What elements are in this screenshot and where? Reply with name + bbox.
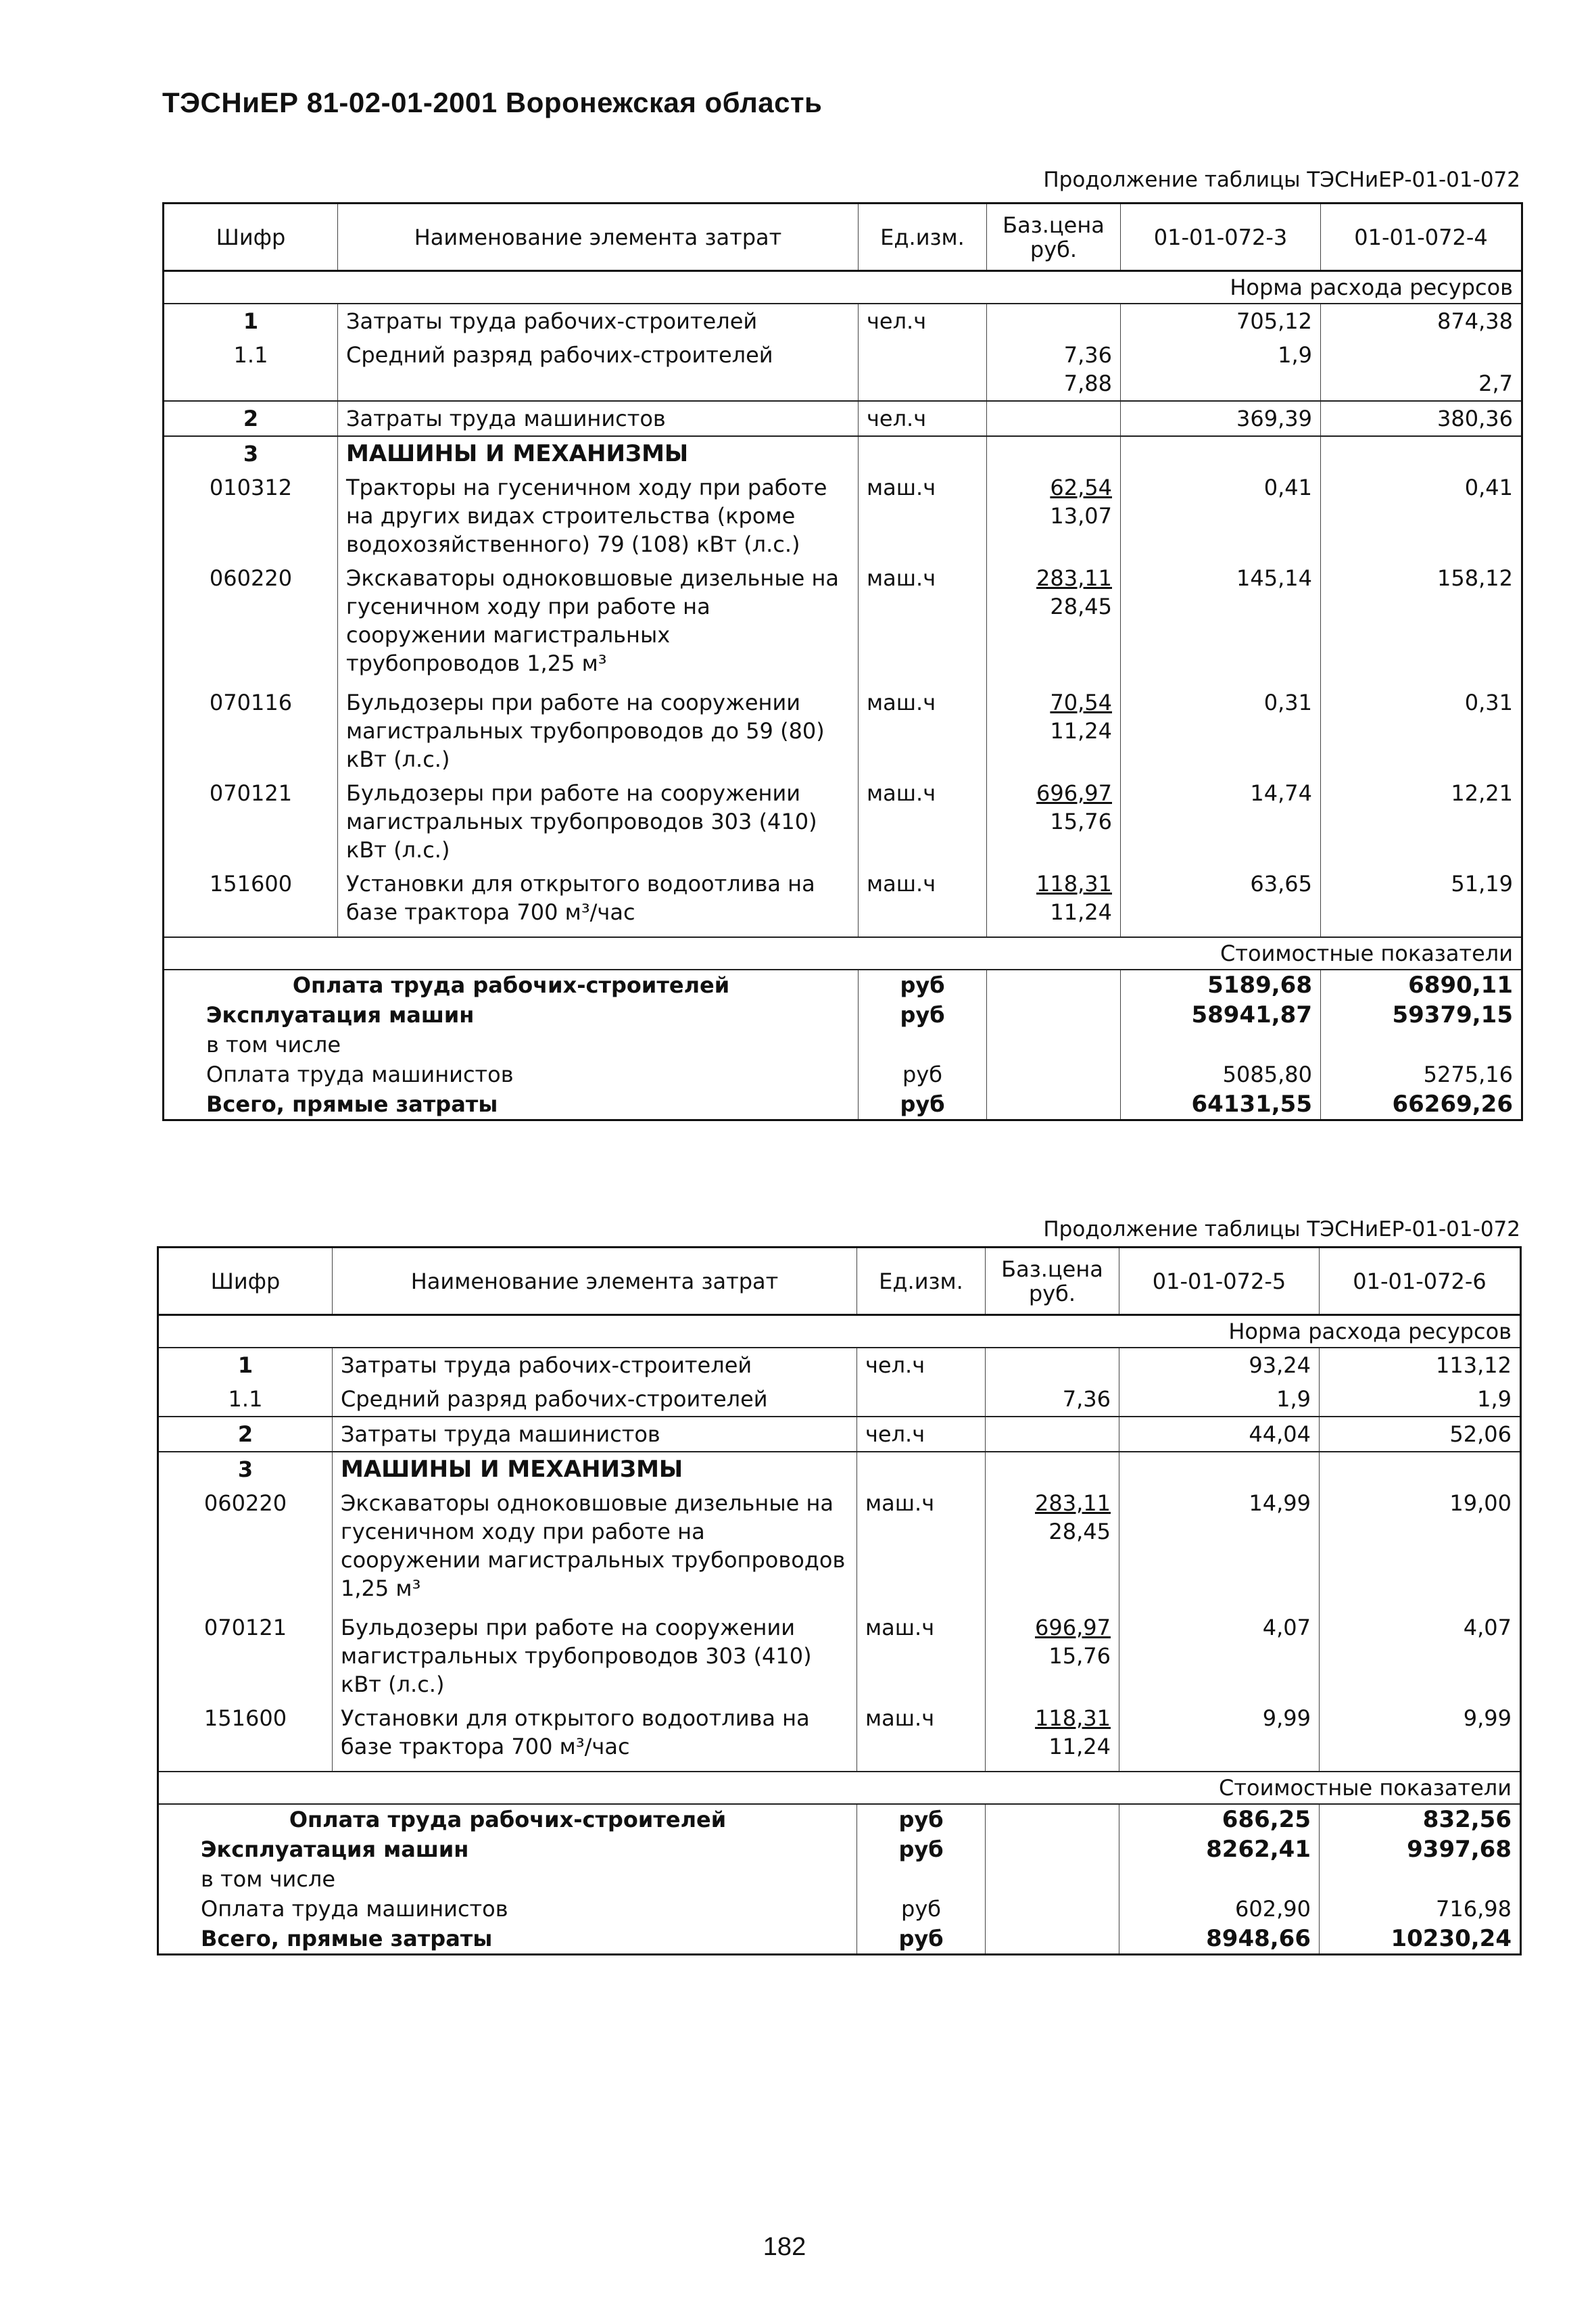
- row-price: 62,54: [1050, 475, 1112, 500]
- row-price-sub: 15,76: [1050, 809, 1112, 834]
- table-row: [164, 401, 1522, 436]
- row-code: 010312: [209, 475, 293, 500]
- header-name: Наименование элемента затрат: [338, 204, 859, 271]
- row-price: 7,36: [986, 1382, 1119, 1417]
- row-value-a: 369,39: [1121, 401, 1321, 436]
- machines-section-row: [158, 1452, 1521, 1486]
- row-unit: маш.ч: [859, 686, 987, 776]
- cost-value-a: 602,90: [1119, 1894, 1320, 1924]
- norm-section-row: [164, 271, 1522, 304]
- table-row: [164, 867, 1522, 937]
- row-code: 1: [237, 1352, 254, 1378]
- page-number: 182: [763, 2233, 806, 2261]
- table-row: [158, 1348, 1521, 1382]
- norm-section-label: Норма расхода ресурсов: [158, 1315, 1521, 1348]
- norm-section-label: Норма расхода ресурсов: [164, 271, 1522, 304]
- cost-unit: руб: [857, 1804, 986, 1834]
- cost-value-b: 66269,26: [1321, 1089, 1522, 1120]
- header-unit: Ед.изм.: [857, 1248, 986, 1315]
- cost-row: [164, 1060, 1522, 1089]
- row-value-b: 2,7: [1478, 371, 1513, 396]
- cost-label: Всего, прямые затраты: [206, 1091, 498, 1117]
- row-name: Бульдозеры при работе на сооружении магистральных трубопроводов 303 (410) кВт (л.с.): [333, 1611, 857, 1701]
- row-value-b: 1,9: [1320, 1382, 1521, 1417]
- cost-label: Всего, прямые затраты: [201, 1926, 493, 1951]
- row-value-b: 9,99: [1320, 1701, 1521, 1772]
- cost-unit: руб: [857, 1924, 986, 1955]
- row-price-alt: 7,88: [1063, 371, 1112, 396]
- row-unit: чел.ч: [857, 1417, 986, 1452]
- header-unit: Ед.изм.: [859, 204, 987, 271]
- row-name: Затраты труда рабочих-строителей: [338, 304, 859, 338]
- cost-value-b: 716,98: [1320, 1894, 1521, 1924]
- row-unit: маш.ч: [859, 867, 987, 937]
- row-value-a: 14,74: [1121, 776, 1321, 867]
- row-value-b: 51,19: [1321, 867, 1522, 937]
- cost-value-a: 64131,55: [1121, 1089, 1321, 1120]
- row-code: 060220: [203, 1490, 287, 1516]
- cost-unit: руб: [859, 970, 987, 1000]
- row-code: 151600: [209, 871, 293, 897]
- row-code: 2: [164, 401, 338, 436]
- header-price: Баз.цена руб.: [987, 204, 1121, 271]
- row-price-sub: 11,24: [1048, 1734, 1111, 1759]
- row-code: 2: [158, 1417, 333, 1452]
- cost-unit: руб: [859, 1089, 987, 1120]
- row-name: Установки для открытого водоотлива на базе трактора 700 м³/час: [338, 867, 859, 937]
- machines-section-title: МАШИНЫ И МЕХАНИЗМЫ: [338, 436, 859, 471]
- row-name: Затраты труда машинистов: [333, 1417, 857, 1452]
- cost-section-label: Стоимостные показатели: [164, 937, 1522, 970]
- cost-value-b: 5275,16: [1321, 1060, 1522, 1089]
- row-value-b: 52,06: [1320, 1417, 1521, 1452]
- row-value-b: 0,41: [1321, 471, 1522, 561]
- row-price: 696,97: [1035, 1615, 1111, 1640]
- cost-value-a: 5189,68: [1121, 970, 1321, 1000]
- row-price: 696,97: [1036, 780, 1112, 806]
- norm-section-row: [158, 1315, 1521, 1348]
- row-price: 283,11: [1036, 565, 1112, 591]
- header-col-a: 01-01-072-5: [1119, 1248, 1320, 1315]
- row-name: Экскаваторы одноковшовые дизельные на гусеничном ходу при работе на сооружении магистральных трубопроводов 1,25 м³: [333, 1486, 857, 1611]
- cost-including-label: в том числе: [201, 1866, 335, 1892]
- row-name: Затраты труда рабочих-строителей: [333, 1348, 857, 1382]
- row-unit: чел.ч: [859, 304, 987, 338]
- cost-label: Оплата труда машинистов: [201, 1896, 508, 1922]
- cost-row: [164, 1089, 1522, 1120]
- table-row: [164, 471, 1522, 561]
- table-row: [158, 1417, 1521, 1452]
- row-value-a: 1,9: [1121, 338, 1321, 401]
- row-value-b: 113,12: [1320, 1348, 1521, 1382]
- row-code: 1: [243, 308, 259, 334]
- table-continuation-label: Продолжение таблицы ТЭСНиЕР-01-01-072: [1043, 1217, 1520, 1241]
- resource-table-1: [162, 202, 1523, 1121]
- row-value-a: 145,14: [1121, 561, 1321, 686]
- header-code: Шифр: [158, 1248, 333, 1315]
- machines-section-row: [164, 436, 1522, 471]
- table-header-row: [164, 204, 1522, 271]
- row-code: 070116: [209, 690, 293, 715]
- table-row: [164, 338, 1522, 401]
- cost-label: Эксплуатация машин: [206, 1002, 475, 1028]
- row-code: 070121: [203, 1615, 287, 1640]
- row-name: Затраты труда машинистов: [338, 401, 859, 436]
- row-name: Экскаваторы одноковшовые дизельные на гусеничном ходу при работе на сооружении магистральных трубопроводов 1,25 м³: [338, 561, 859, 686]
- table-continuation-label: Продолжение таблицы ТЭСНиЕР-01-01-072: [1043, 168, 1520, 192]
- cost-value-b: 9397,68: [1320, 1834, 1521, 1864]
- cost-unit: руб: [857, 1834, 986, 1864]
- row-name: Средний разряд рабочих-строителей: [333, 1382, 857, 1417]
- header-col-a: 01-01-072-3: [1121, 204, 1321, 271]
- row-name: Бульдозеры при работе на сооружении магистральных трубопроводов до 59 (80) кВт (л.с.): [338, 686, 859, 776]
- row-value-b: 158,12: [1321, 561, 1522, 686]
- row-code: 060220: [209, 565, 293, 591]
- cost-row: [158, 1894, 1521, 1924]
- row-price: 118,31: [1036, 871, 1112, 897]
- row-price: 283,11: [1035, 1490, 1111, 1516]
- row-value-a: 93,24: [1119, 1348, 1320, 1382]
- cost-label: Оплата труда рабочих-строителей: [292, 972, 730, 998]
- cost-section-row: [158, 1772, 1521, 1804]
- row-unit: чел.ч: [859, 401, 987, 436]
- table-row: [158, 1486, 1521, 1611]
- row-code: 1.1: [233, 342, 268, 368]
- row-unit: маш.ч: [859, 776, 987, 867]
- row-value-a: 14,99: [1119, 1486, 1320, 1611]
- row-value-a: 0,41: [1121, 471, 1321, 561]
- header-name: Наименование элемента затрат: [333, 1248, 857, 1315]
- cost-unit: руб: [859, 1000, 987, 1030]
- header-price: Баз.цена руб.: [986, 1248, 1119, 1315]
- cost-section-label: Стоимостные показатели: [158, 1772, 1521, 1804]
- row-price: 118,31: [1035, 1705, 1111, 1731]
- table-row: [164, 776, 1522, 867]
- row-code: 1.1: [228, 1386, 263, 1412]
- cost-row: [164, 1030, 1522, 1060]
- row-name: Бульдозеры при работе на сооружении магистральных трубопроводов 303 (410) кВт (л.с.): [338, 776, 859, 867]
- row-unit: маш.ч: [859, 471, 987, 561]
- row-price-sub: 15,76: [1048, 1643, 1111, 1669]
- cost-value-a: 686,25: [1119, 1804, 1320, 1834]
- row-value-b: 0,31: [1321, 686, 1522, 776]
- cost-value-a: 58941,87: [1121, 1000, 1321, 1030]
- cost-value-b: 10230,24: [1320, 1924, 1521, 1955]
- cost-value-a: 8262,41: [1119, 1834, 1320, 1864]
- row-price-sub: 11,24: [1050, 718, 1112, 744]
- row-code: 070121: [209, 780, 293, 806]
- row-price-sub: 28,45: [1048, 1519, 1111, 1544]
- row-unit: маш.ч: [857, 1701, 986, 1772]
- resource-table-2: [157, 1246, 1522, 1955]
- row-value-a: 705,12: [1121, 304, 1321, 338]
- row-name: Установки для открытого водоотлива на базе трактора 700 м³/час: [333, 1701, 857, 1772]
- row-value-a: 63,65: [1121, 867, 1321, 937]
- cost-row: [164, 1000, 1522, 1030]
- row-value-b: 4,07: [1320, 1611, 1521, 1701]
- row-price: 7,36: [1063, 342, 1112, 368]
- cost-unit: руб: [857, 1894, 986, 1924]
- row-price: 70,54: [1050, 690, 1112, 715]
- cost-value-a: 5085,80: [1121, 1060, 1321, 1089]
- row-value-a: 44,04: [1119, 1417, 1320, 1452]
- cost-label: Эксплуатация машин: [201, 1836, 469, 1862]
- row-value-a: 9,99: [1119, 1701, 1320, 1772]
- row-name: Средний разряд рабочих-строителей: [338, 338, 859, 401]
- cost-row: [158, 1864, 1521, 1894]
- row-code: 3: [164, 436, 338, 471]
- row-unit: маш.ч: [857, 1486, 986, 1611]
- row-value-a: 4,07: [1119, 1611, 1320, 1701]
- table-row: [164, 561, 1522, 686]
- row-value-b: 19,00: [1320, 1486, 1521, 1611]
- header-col-b: 01-01-072-6: [1320, 1248, 1521, 1315]
- row-value-b: 874,38: [1321, 304, 1522, 338]
- row-unit: маш.ч: [859, 561, 987, 686]
- machines-section-title: МАШИНЫ И МЕХАНИЗМЫ: [333, 1452, 857, 1486]
- table-row: [158, 1701, 1521, 1772]
- cost-row: [158, 1834, 1521, 1864]
- row-code: 3: [158, 1452, 333, 1486]
- row-unit: чел.ч: [857, 1348, 986, 1382]
- cost-row: [164, 970, 1522, 1000]
- cost-value-b: 6890,11: [1321, 970, 1522, 1000]
- row-value-b: 380,36: [1321, 401, 1522, 436]
- row-value-a: 0,31: [1121, 686, 1321, 776]
- cost-row: [158, 1804, 1521, 1834]
- table-row: [164, 304, 1522, 338]
- cost-value-b: 59379,15: [1321, 1000, 1522, 1030]
- cost-label: Оплата труда рабочих-строителей: [289, 1807, 727, 1832]
- table-row: [158, 1611, 1521, 1701]
- table-row: [164, 686, 1522, 776]
- row-price-sub: 11,24: [1050, 899, 1112, 925]
- row-price-sub: 28,45: [1050, 594, 1112, 619]
- cost-value-a: 8948,66: [1119, 1924, 1320, 1955]
- cost-unit: руб: [859, 1060, 987, 1089]
- header-col-b: 01-01-072-4: [1321, 204, 1522, 271]
- header-code: Шифр: [164, 204, 338, 271]
- row-value-b: 12,21: [1321, 776, 1522, 867]
- row-value-a: 1,9: [1119, 1382, 1320, 1417]
- table-row: [158, 1382, 1521, 1417]
- document-title: ТЭСНиЕР 81-02-01-2001 Воронежская область: [162, 87, 823, 118]
- cost-label: Оплата труда машинистов: [206, 1062, 514, 1087]
- row-price-sub: 13,07: [1050, 503, 1112, 529]
- row-name: Тракторы на гусеничном ходу при работе на других видах строительства (кроме водохозяйственного) 79 (108) кВт (л.с.): [338, 471, 859, 561]
- table-header-row: [158, 1248, 1521, 1315]
- cost-row: [158, 1924, 1521, 1955]
- cost-including-label: в том числе: [206, 1032, 341, 1058]
- row-unit: маш.ч: [857, 1611, 986, 1701]
- cost-value-b: 832,56: [1320, 1804, 1521, 1834]
- row-code: 151600: [203, 1705, 287, 1731]
- cost-section-row: [164, 937, 1522, 970]
